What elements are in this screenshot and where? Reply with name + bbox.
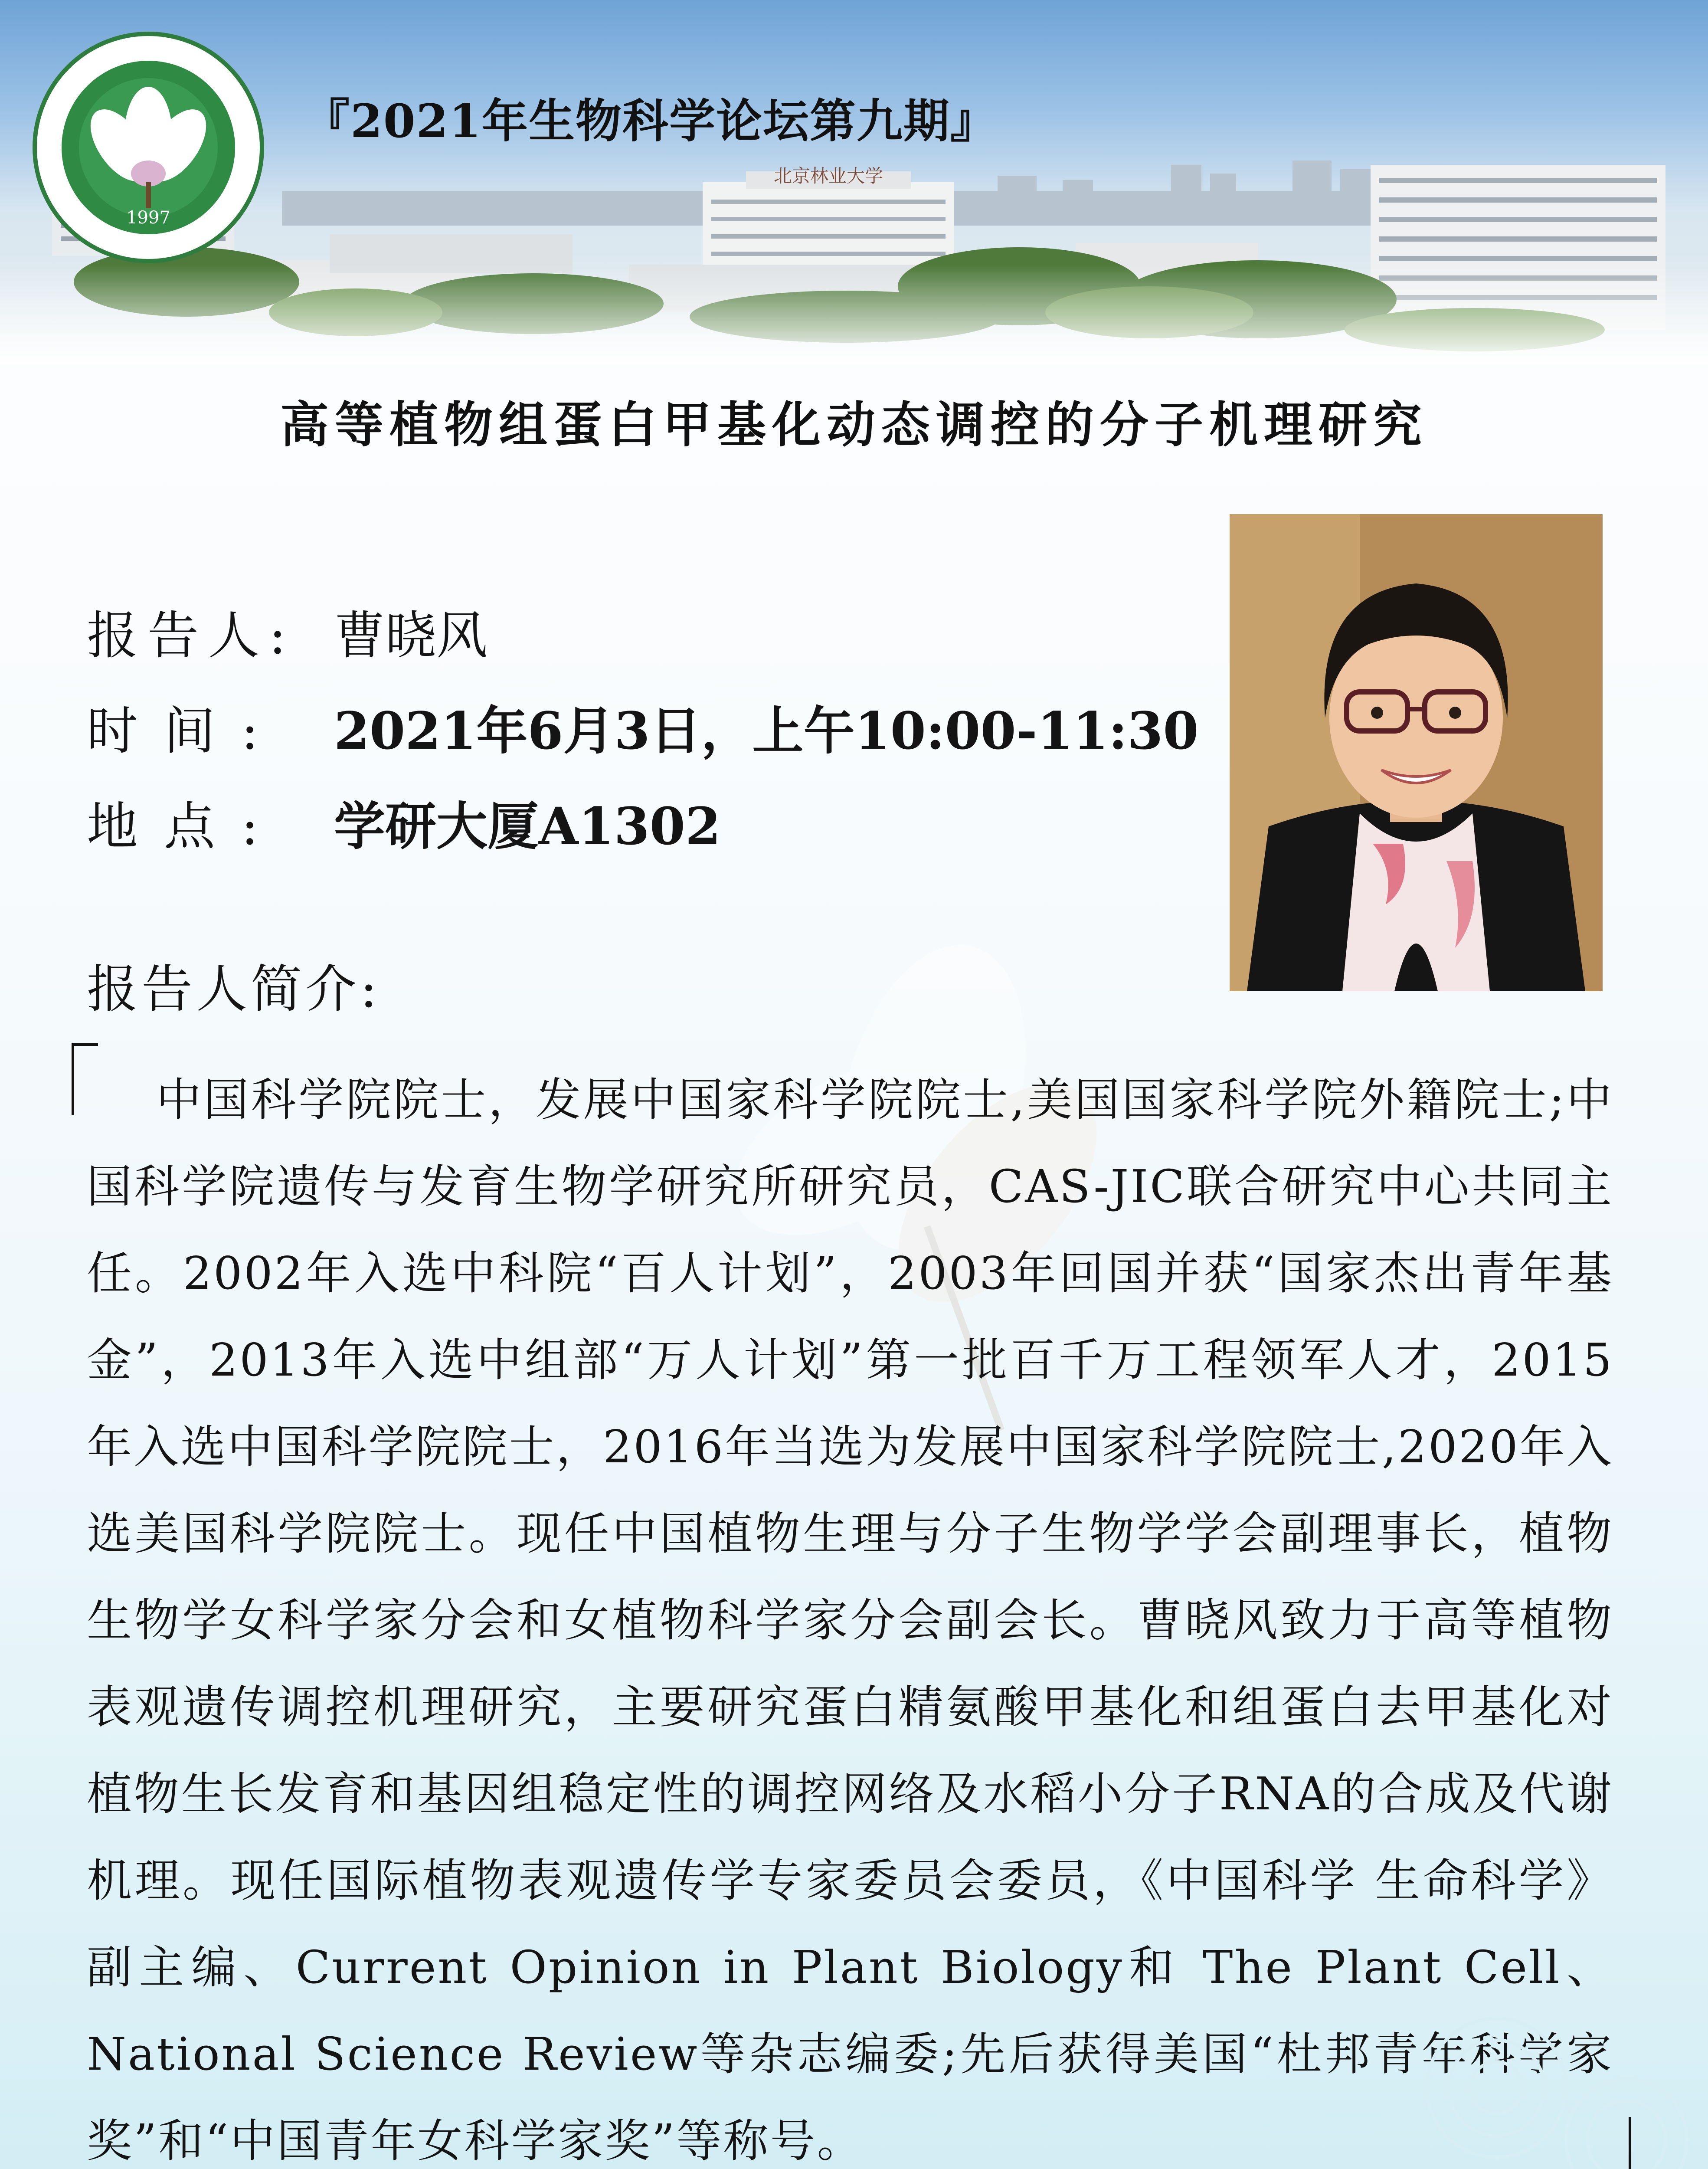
time-row [87,690,1199,763]
college-seal-logo [31,30,265,265]
speaker-label: 报告人: [87,606,296,665]
building-sign: 北京林业大学 [773,165,883,187]
time-label: 时间: [87,701,285,761]
wave-pattern-decoration [0,2001,1708,2169]
place-label: 地点: [87,796,285,856]
speaker-row [87,594,488,668]
seal-year: 1997 [126,208,170,228]
time-value: 2021年6月3日，上午10:00-11:30 [334,701,1199,761]
speaker-name: 曹晓风 [334,606,488,665]
speaker-photo [1230,514,1603,991]
place-value: 学研大厦A1302 [334,796,721,856]
talk-title: 高等植物组蛋白甲基化动态调控的分子机理研究 [280,396,1428,453]
bio-heading: 报告人简介: [87,959,381,1019]
forum-title: 『2021年生物科学论坛第九期』 [304,94,998,148]
place-row [87,785,721,859]
bio-text: 中国科学院院士，发展中国家科学院院士,美国国家科学院外籍院士;中国科学院遗传与发育生物学研究所研究员，CAS-JIC联合研究中心共同主任。2002年入选中科院“百人计划”，2003年回国并获“国家杰出青年基金”，2013年入选中组部“万人计划”第一批百千万工程领军人才，2015年入选中国科学院院士，2016年当选为发展中国家科学院院士,2020年入选美国科学院院士。现任中国植物生理与分子生物学学会副理事长，植物生物学女科学家分会和女植物科学家分会副会长。曹晓风致力于高等植物表观遗传调控机理研究，主要研究蛋白精氨酸甲基化和组蛋白去甲基化对植物生长发育和基因组稳定性的调控网络及水稻小分子RNA的合成及代谢机理。现任国际植物表观遗传学专家委员会委员，《中国科学 生命科学》副主编、Current Opinion in Plant Biology和 The Plant Cell、National Science Review等杂志编委;先后获得美国“杜邦青年科学家奖”和“中国青年女科学家奖”等称号。 [87,1073,1613,2167]
